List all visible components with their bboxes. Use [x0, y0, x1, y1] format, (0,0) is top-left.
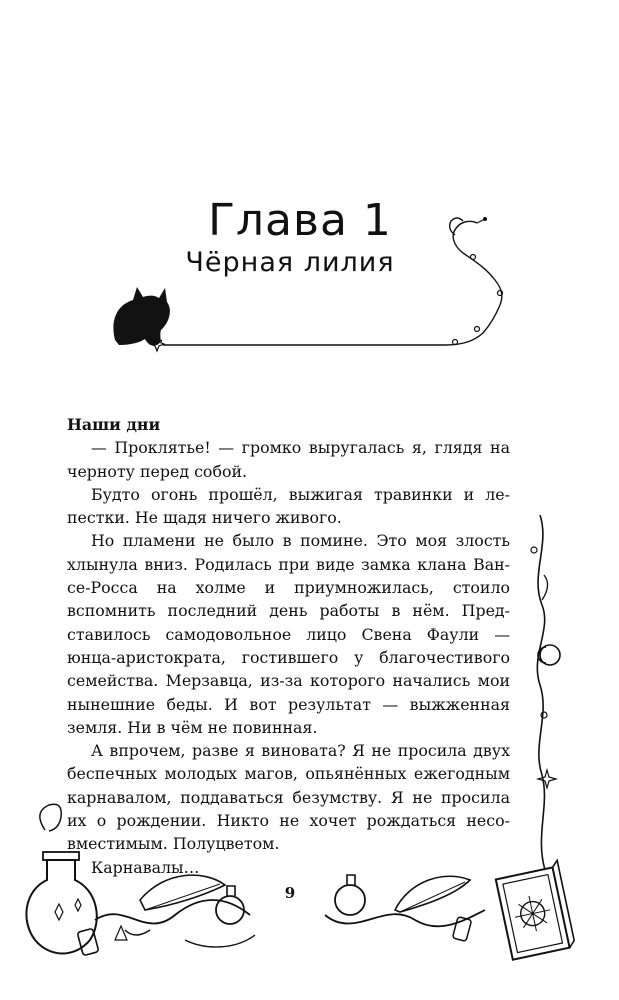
- quill-feather-icon: [395, 876, 470, 912]
- paragraph: Карнавалы…: [91, 857, 200, 877]
- page-number: 9: [284, 884, 296, 902]
- chapter-title: Глава 1: [208, 195, 392, 246]
- round-flask-icon: [216, 896, 244, 924]
- chapter-subtitle: Чёрная лилия: [185, 247, 395, 278]
- cat-silhouette-icon: [113, 287, 169, 346]
- potion-flask-icon: [26, 860, 96, 954]
- paragraph: — Проклятье! — громко выругалась я, глядя на черноту перед собой.: [67, 438, 510, 481]
- bottom-ornament: [15, 800, 605, 995]
- chapter-header-ornament: [105, 205, 525, 365]
- section-heading: Наши дни: [67, 415, 161, 434]
- spell-book-icon: [495, 860, 576, 959]
- paragraph: Но пламени не было в помине. Это моя злость хлынула вниз. Родилась при виде замка клана Ван-се-Росса на холме и приумножилась, стоило вспомнить последний день работы в нём. Представилось самодовольное лицо Свена Фаули — юнца-аристократа, гостившего у благочестивого семейства. Мерзавца, из-за которого начались мои нынешние беды. И вот результат — выжженная земля. Ни в чём не повинная.: [67, 531, 510, 737]
- paragraph: А впрочем, разве я виновата? Я не просила двух беспечных молодых магов, опьянённых ежегодным карнавалом, поддаваться безумству. Я не просила их о рождении. Никто не хочет рождаться несовместимым. Полуцветом.: [67, 741, 510, 854]
- quill-feather-icon: [140, 875, 225, 910]
- round-flask-icon: [335, 885, 365, 915]
- paragraph: Будто огонь прошёл, выжигая травинки и лепестки. Не щадя ничего живого.: [67, 484, 510, 528]
